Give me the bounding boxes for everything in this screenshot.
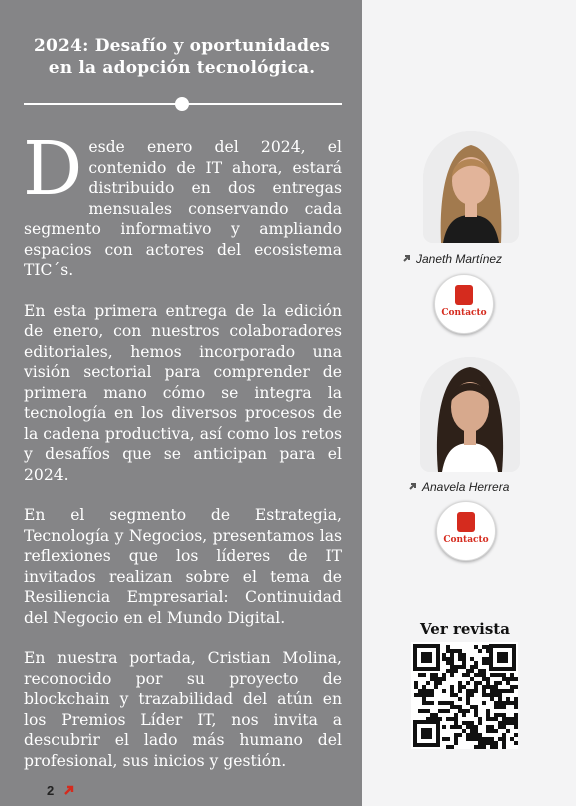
author-photo-anavela [420,357,520,472]
divider-dot [175,97,189,111]
author-name: Janeth Martínez [416,252,503,266]
paragraph-3: En el segmento de Estrategia, Tecnología y Negocios, presentamos las reflexiones que los líderes de IT invitados realizan sobre el tema de Resiliencia Empresarial: Continuidad del Negocio en el Mundo Digital. [24,506,342,627]
arrow-up-right-icon [408,481,418,491]
author-photo-janeth [423,131,519,243]
author-name: Anavela Herrera [422,480,510,494]
arrow-up-right-icon [402,253,412,263]
contact-icon [455,285,473,305]
contact-icon [457,512,475,532]
paragraph-2: En esta primera entrega de la edición de enero, con nuestros colaboradores editoriales, hemos incorporado una visión sectorial para comprender de primera mano cómo se integra la tecnología en los diversos procesos de la cadena productiva, así como los retos y desafíos que se anticipan para el 2024. [24,301,342,484]
contact-label: Contacto [441,308,487,318]
contact-label: Contacto [443,535,489,545]
paragraph-1 [23,126,342,281]
arrow-up-right-icon [62,783,76,797]
portrait-image [420,357,520,472]
drop-cap: D [23,126,83,212]
page-number: 2 [47,783,55,798]
title-line-1: 2024: Desafío y oportunidades [33,36,330,56]
view-magazine-label[interactable]: Ver revista [420,620,510,638]
article-body [23,126,342,791]
title-line-2: en la adopción tecnológica. [48,58,316,78]
qr-code-icon[interactable] [411,642,518,749]
portrait-image [423,131,519,243]
article-title [22,35,342,79]
contact-button[interactable] [436,501,496,561]
paragraph-1-text: esde enero del 2024, el contenido de IT ahora, estará distribuido en dos entregas mensuales conservando cada segmento informativo y ampliando espacios con actores del ecosistema TIC´s. [24,138,342,279]
paragraph-4: En nuestra portada, Cristian Molina, reconocido por su proyecto de blockchain y trazabilidad del atún en los Premios Líder IT, nos invita a descubrir el lado más humano del profesional, sus inicios y gestión. [24,649,342,770]
contact-button[interactable] [434,274,494,334]
